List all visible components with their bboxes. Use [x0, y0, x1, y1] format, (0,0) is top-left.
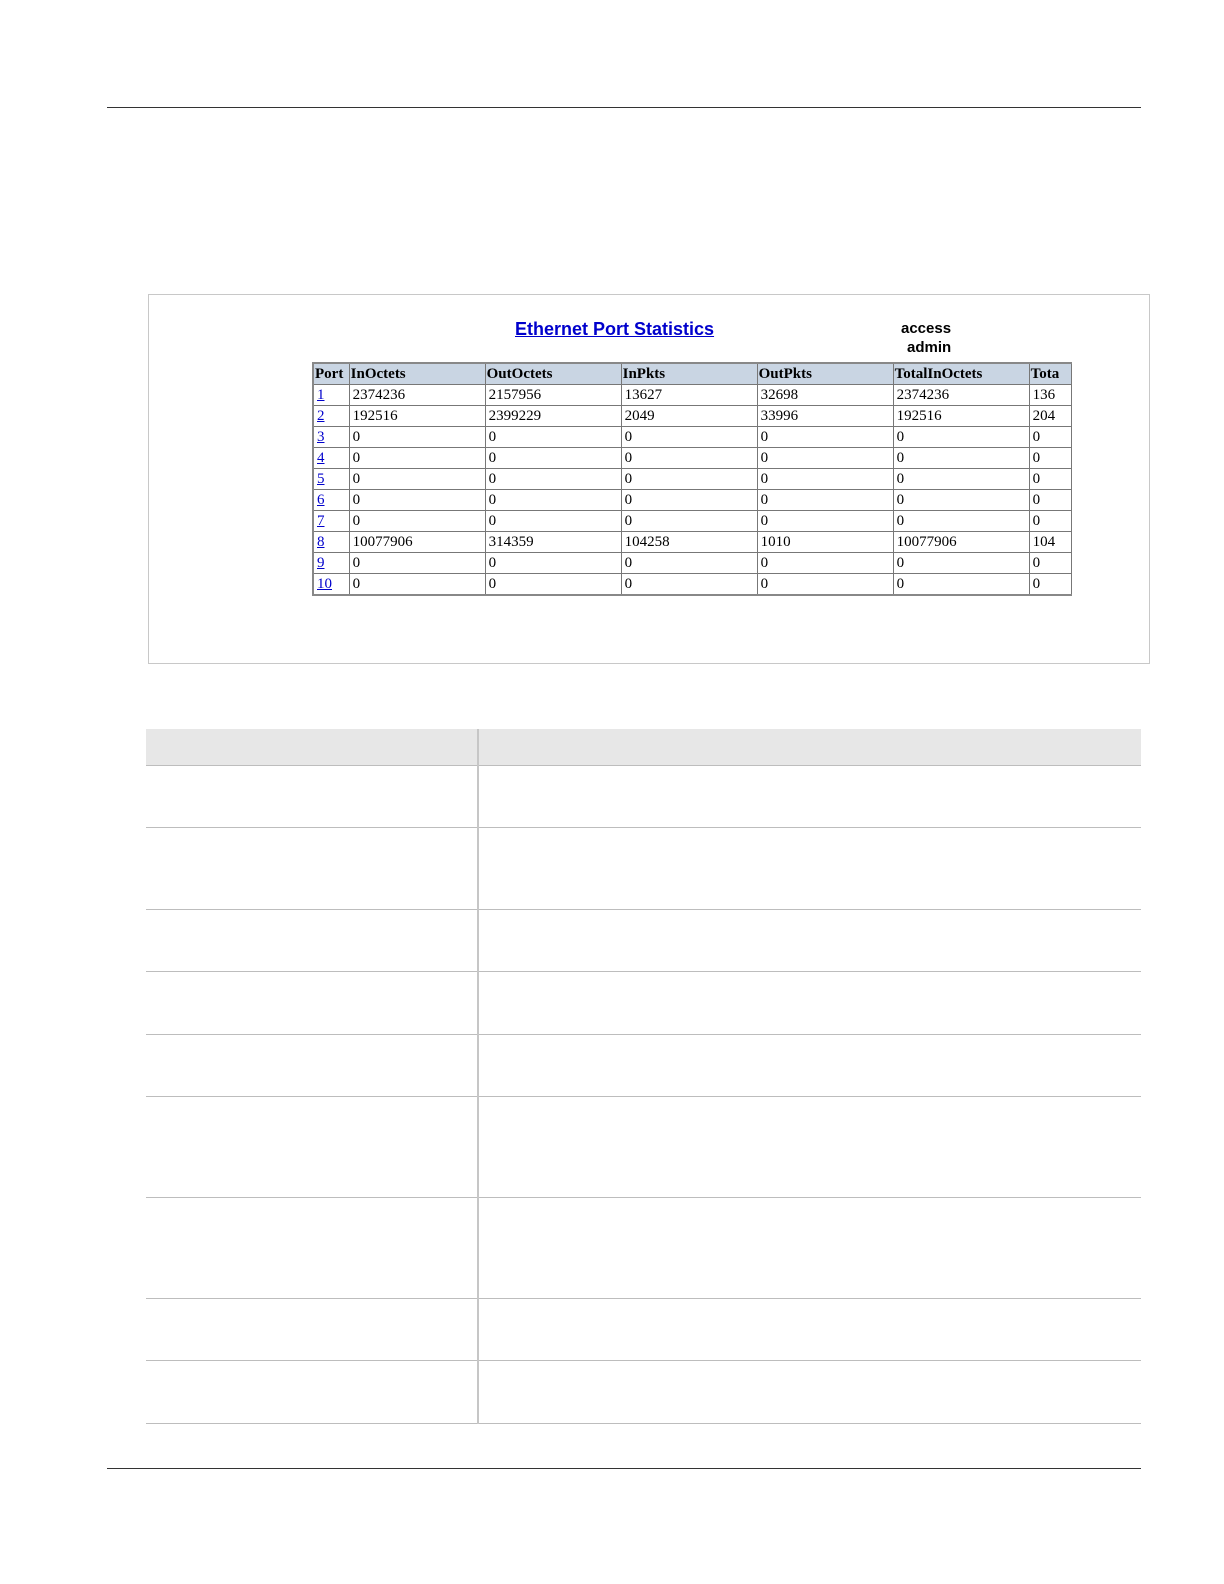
- stat-cell: 33996: [758, 406, 894, 427]
- stat-cell: 0: [894, 448, 1030, 469]
- table-row: [314, 427, 1072, 448]
- description-text-cell: [478, 1035, 1141, 1097]
- port-cell: [314, 511, 350, 532]
- stat-cell: 0: [894, 511, 1030, 532]
- stat-cell: 2157956: [486, 385, 622, 406]
- description-text-cell: [478, 1097, 1141, 1198]
- stat-cell: 2374236: [894, 385, 1030, 406]
- stat-cell: 0: [486, 511, 622, 532]
- stat-cell: 0: [1030, 469, 1072, 490]
- column-header-outpkts: OutPkts: [758, 364, 894, 385]
- page-title-link[interactable]: Ethernet Port Statistics: [515, 319, 715, 339]
- stat-cell: 0: [622, 511, 758, 532]
- port-cell: [314, 406, 350, 427]
- table-row: [314, 553, 1072, 574]
- stat-cell: 0: [486, 427, 622, 448]
- port-cell: [314, 490, 350, 511]
- stat-cell: 104: [1030, 532, 1072, 553]
- description-text-cell: [478, 1198, 1141, 1299]
- stat-cell: 0: [894, 553, 1030, 574]
- port-cell: [314, 574, 350, 594]
- stat-cell: 0: [350, 490, 486, 511]
- stat-cell: 0: [486, 490, 622, 511]
- stat-cell: 0: [486, 448, 622, 469]
- description-row: [146, 1361, 1141, 1424]
- stat-cell: 0: [1030, 553, 1072, 574]
- description-param-cell: [146, 972, 478, 1035]
- column-header-inpkts: InPkts: [622, 364, 758, 385]
- description-row: [146, 766, 1141, 828]
- table-row: [314, 448, 1072, 469]
- port-link[interactable]: 6: [317, 491, 325, 508]
- description-param-cell: [146, 828, 478, 910]
- port-link[interactable]: 3: [317, 428, 325, 445]
- description-text-cell: [478, 1299, 1141, 1361]
- access-label: access: [901, 320, 952, 337]
- stat-cell: 0: [622, 574, 758, 594]
- stat-cell: 0: [1030, 427, 1072, 448]
- description-param-cell: [146, 766, 478, 828]
- stat-cell: 0: [894, 574, 1030, 594]
- stat-cell: 10077906: [894, 532, 1030, 553]
- table-row: [314, 511, 1072, 532]
- stat-cell: 0: [758, 574, 894, 594]
- stat-cell: 0: [1030, 490, 1072, 511]
- stats-table-viewport: [312, 362, 1060, 600]
- port-link[interactable]: 8: [317, 533, 325, 550]
- stat-cell: 0: [758, 448, 894, 469]
- stat-cell: 0: [350, 448, 486, 469]
- port-link[interactable]: 5: [317, 470, 325, 487]
- stat-cell: 0: [622, 448, 758, 469]
- description-row: [146, 972, 1141, 1035]
- description-header-description: [478, 729, 1141, 766]
- port-cell: [314, 532, 350, 553]
- column-header-totalinoctets: TotalInOctets: [894, 364, 1030, 385]
- column-header-outoctets: OutOctets: [486, 364, 622, 385]
- table-row: [314, 490, 1072, 511]
- stat-cell: 0: [622, 553, 758, 574]
- stat-cell: 0: [1030, 448, 1072, 469]
- stat-cell: 0: [350, 469, 486, 490]
- table-header-row: [314, 364, 1072, 385]
- stat-cell: 2049: [622, 406, 758, 427]
- stat-cell: 314359: [486, 532, 622, 553]
- description-table: [146, 729, 1141, 1424]
- stat-cell: 0: [758, 490, 894, 511]
- table-row: [314, 532, 1072, 553]
- stat-cell: 0: [350, 574, 486, 594]
- stat-cell: 0: [350, 511, 486, 532]
- description-row: [146, 1097, 1141, 1198]
- description-row: [146, 1035, 1141, 1097]
- stat-cell: 32698: [758, 385, 894, 406]
- port-link[interactable]: 1: [317, 386, 325, 403]
- description-param-cell: [146, 1299, 478, 1361]
- stat-cell: 0: [894, 490, 1030, 511]
- stat-cell: 2374236: [350, 385, 486, 406]
- description-param-cell: [146, 1361, 478, 1424]
- stat-cell: 0: [622, 490, 758, 511]
- description-header-parameter: [146, 729, 478, 766]
- stat-cell: 204: [1030, 406, 1072, 427]
- port-cell: [314, 427, 350, 448]
- column-header-inoctets: InOctets: [350, 364, 486, 385]
- stat-cell: 0: [486, 553, 622, 574]
- description-text-cell: [478, 828, 1141, 910]
- stat-cell: 0: [622, 427, 758, 448]
- description-param-cell: [146, 1097, 478, 1198]
- description-text-cell: [478, 1361, 1141, 1424]
- stat-cell: 1010: [758, 532, 894, 553]
- stat-cell: 13627: [622, 385, 758, 406]
- description-param-cell: [146, 1198, 478, 1299]
- stat-cell: 104258: [622, 532, 758, 553]
- description-row: [146, 828, 1141, 910]
- access-user: admin: [907, 339, 952, 356]
- stat-cell: 0: [758, 469, 894, 490]
- port-cell: [314, 553, 350, 574]
- description-row: [146, 1299, 1141, 1361]
- port-cell: [314, 448, 350, 469]
- port-cell: [314, 385, 350, 406]
- stat-cell: 0: [1030, 511, 1072, 532]
- stat-cell: 136: [1030, 385, 1072, 406]
- header-rule: [107, 107, 1141, 108]
- table-row: [314, 469, 1072, 490]
- stat-cell: 0: [894, 427, 1030, 448]
- stat-cell: 0: [894, 469, 1030, 490]
- table-row: [314, 406, 1072, 427]
- description-row: [146, 910, 1141, 972]
- description-text-cell: [478, 766, 1141, 828]
- port-link[interactable]: 2: [317, 407, 325, 424]
- stats-table-body: [314, 385, 1072, 594]
- description-param-cell: [146, 1035, 478, 1097]
- table-row: [314, 385, 1072, 406]
- stat-cell: 0: [350, 427, 486, 448]
- stat-cell: 0: [622, 469, 758, 490]
- description-header-row: [146, 729, 1141, 766]
- screenshot-frame: [148, 294, 1150, 664]
- stat-cell: 0: [758, 427, 894, 448]
- stat-cell: 0: [350, 553, 486, 574]
- table-row: [314, 574, 1072, 594]
- port-link[interactable]: 7: [317, 512, 325, 529]
- stat-cell: 0: [486, 469, 622, 490]
- description-row: [146, 1198, 1141, 1299]
- stat-cell: 192516: [350, 406, 486, 427]
- stat-cell: 0: [758, 511, 894, 532]
- stat-cell: 0: [486, 574, 622, 594]
- stat-cell: 10077906: [350, 532, 486, 553]
- stat-cell: 2399229: [486, 406, 622, 427]
- port-link[interactable]: 9: [317, 554, 325, 571]
- stat-cell: 192516: [894, 406, 1030, 427]
- column-header-truncated: Tota: [1030, 364, 1072, 385]
- column-header-port: Port: [314, 364, 350, 385]
- description-text-cell: [478, 910, 1141, 972]
- description-param-cell: [146, 910, 478, 972]
- stat-cell: 0: [1030, 574, 1072, 594]
- stat-cell: 0: [758, 553, 894, 574]
- description-text-cell: [478, 972, 1141, 1035]
- port-link[interactable]: 10: [317, 575, 332, 592]
- port-link[interactable]: 4: [317, 449, 325, 466]
- port-statistics-table: [312, 362, 1072, 596]
- port-cell: [314, 469, 350, 490]
- footer-rule: [107, 1468, 1141, 1469]
